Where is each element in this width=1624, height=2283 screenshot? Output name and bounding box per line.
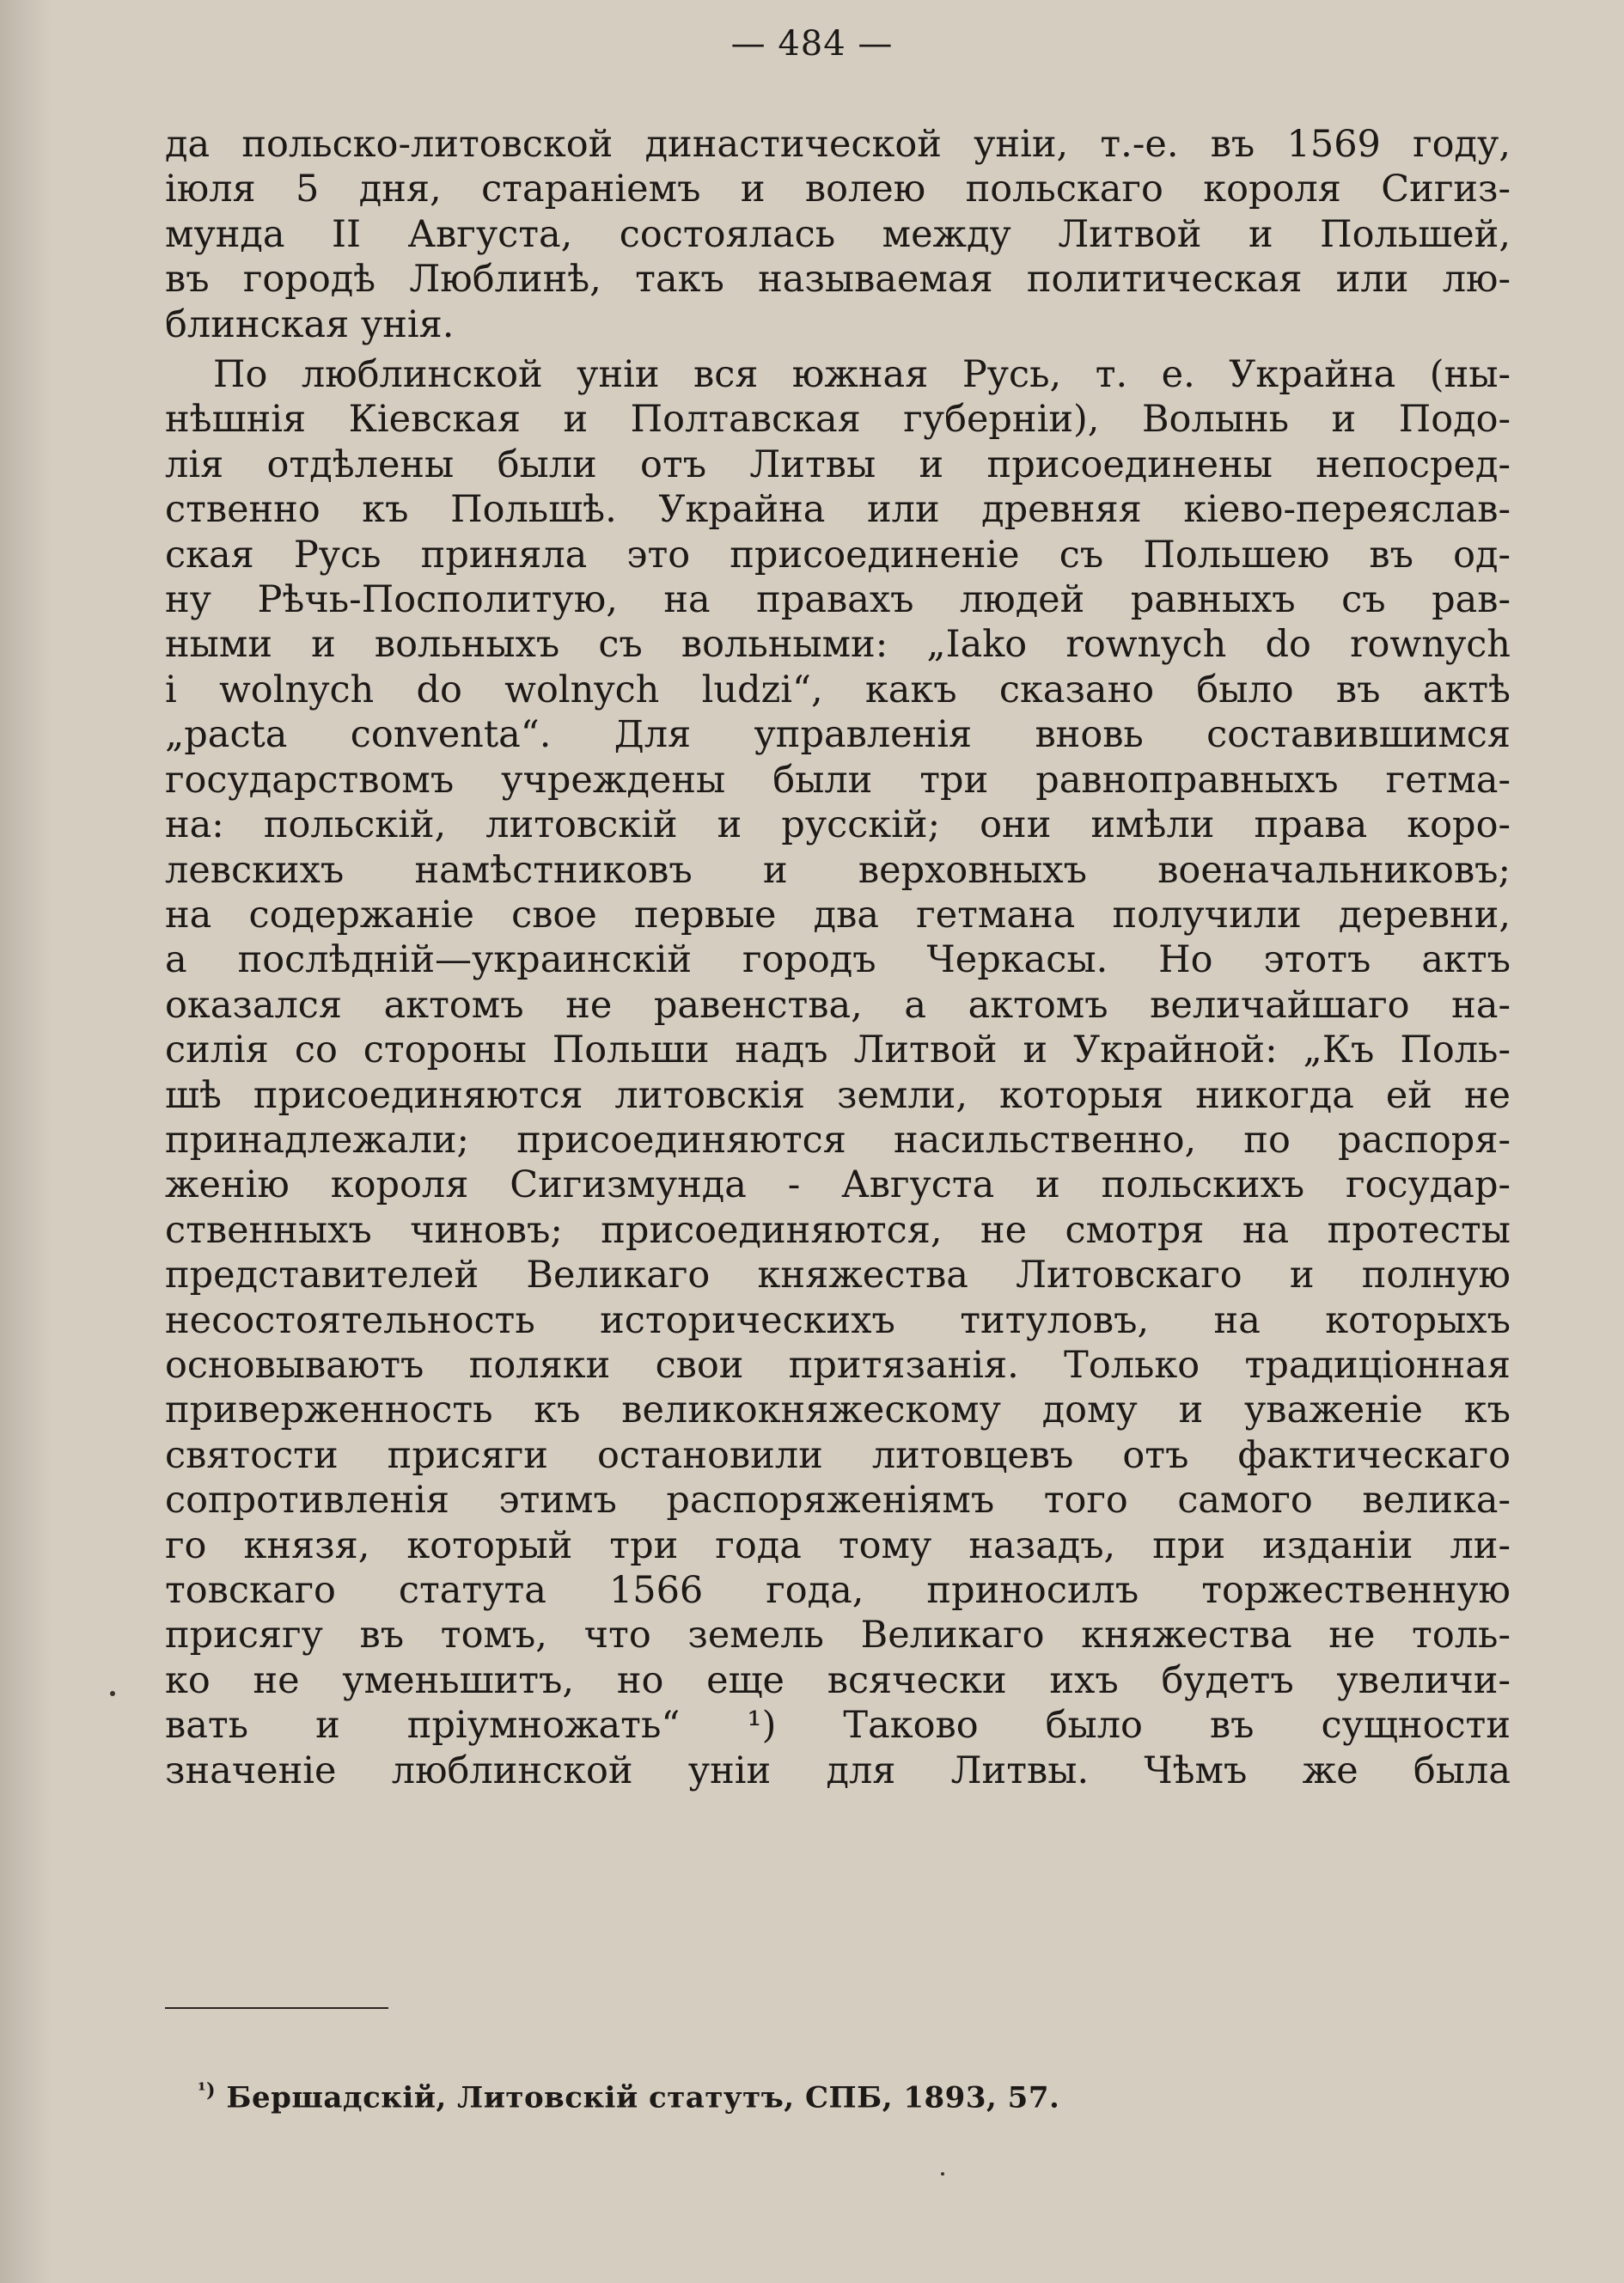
text-line: оказался актомъ не равенства, а актомъ величайшаго на- — [165, 983, 1511, 1027]
text-line: ными и вольныхъ съ вольными: „Iako rownych do rownych — [165, 623, 1511, 667]
text-line: іюля 5 дня, стараніемъ и волею польскаго короля Сигиз- — [165, 168, 1511, 211]
text-line: принадлежали; присоединяются насильственно, по распоря- — [165, 1118, 1511, 1162]
text-line: левскихъ намѣстниковъ и верховныхъ военачальниковъ; — [165, 848, 1511, 892]
text-line: вать и пріумножать“ ¹) Таково было въ сущности — [165, 1704, 1511, 1748]
paragraph-2 — [165, 352, 1511, 1793]
text-line: го князя, который три года тому назадъ, при изданіи ли- — [165, 1523, 1511, 1567]
text-line: i wolnych do wolnych ludzi“, какъ сказано было въ актѣ — [165, 668, 1511, 711]
text-line: силія со стороны Польши надъ Литвой и Украйной: „Къ Поль- — [165, 1029, 1511, 1072]
text-line: сопротивленія этимъ распоряженіямъ того самого велика- — [165, 1479, 1511, 1523]
text-line: „pacta conventa“. Для управленія вновь составившимся — [165, 713, 1511, 757]
text-line: представителей Великаго княжества Литовскаго и полную — [165, 1254, 1511, 1297]
text-line: значеніе люблинской уніи для Литвы. Чѣмъ же была — [165, 1749, 1511, 1792]
text-line: нѣшнія Кіевская и Полтавская губерніи), Волынь и Подо- — [165, 398, 1511, 442]
text-line: да польско-литовской династической уніи, т.-е. въ 1569 году, — [165, 123, 1511, 166]
text-line: несостоятельность историческихъ титуловъ, на которыхъ — [165, 1298, 1511, 1342]
text-line: По люблинской уніи вся южная Русь, т. е. Украйна (ны- — [213, 353, 1511, 397]
paragraph-1 — [165, 122, 1511, 347]
text-line: государствомъ учреждены были три равноправныхъ гетма- — [165, 758, 1511, 802]
text-line: блинская унія. — [165, 302, 455, 346]
text-line: товскаго статута 1566 года, приносилъ торжественную — [165, 1569, 1511, 1612]
text-line: присягу въ томъ, что земель Великаго княжества не толь- — [165, 1614, 1511, 1657]
text-line: шѣ присоединяются литовскія земли, которыя никогда ей не — [165, 1073, 1511, 1117]
text-line: святости присяги остановили литовцевъ отъ фактическаго — [165, 1433, 1511, 1477]
body-text — [165, 122, 1511, 1798]
footnote-divider — [165, 2007, 388, 2009]
text-line: ну Рѣчь-Посполитую, на правахъ людей равныхъ съ рав- — [165, 578, 1511, 622]
text-line: въ городѣ Люблинѣ, такъ называемая политическая или лю- — [165, 258, 1511, 302]
text-line: на содержаніе свое первые два гетмана получили деревни, — [165, 893, 1511, 937]
text-line: лія отдѣлены были отъ Литвы и присоединены непосред- — [165, 443, 1511, 486]
text-line: ская Русь приняла это присоединеніе съ Польшею въ од- — [165, 533, 1511, 577]
page-number: — 484 — — [730, 24, 894, 64]
text-line: на: польскій, литовскій и русскій; они имѣли права коро- — [165, 803, 1511, 847]
footnote-text: Бершадскій, Литовскій статутъ, СПБ, 1893, 57. — [226, 2080, 1060, 2115]
text-line: основываютъ поляки свои притязанія. Только традиціонная — [165, 1343, 1511, 1387]
text-line: мунда II Августа, состоялась между Литвой и Польшей, — [165, 212, 1511, 256]
text-line: а послѣдній—украинскій городъ Черкасы. Но этотъ актъ — [165, 938, 1511, 982]
text-line: ственно къ Польшѣ. Украйна или древняя кіево-переяслав- — [165, 488, 1511, 532]
text-line: женію короля Сигизмунда - Августа и польскихъ государ- — [165, 1163, 1511, 1207]
print-speck — [110, 1691, 115, 1696]
text-line: приверженность къ великокняжескому дому и уваженіе къ — [165, 1389, 1511, 1432]
print-speck — [941, 2172, 944, 2176]
footnote-marker: ¹) — [198, 2079, 217, 2102]
text-line: ко не уменьшитъ, но еще всячески ихъ будетъ увеличи- — [165, 1658, 1511, 1702]
page-edge-shadow — [0, 0, 52, 2283]
footnote — [198, 2079, 1059, 2115]
text-line: ственныхъ чиновъ; присоединяются, не смотря на протесты — [165, 1208, 1511, 1252]
